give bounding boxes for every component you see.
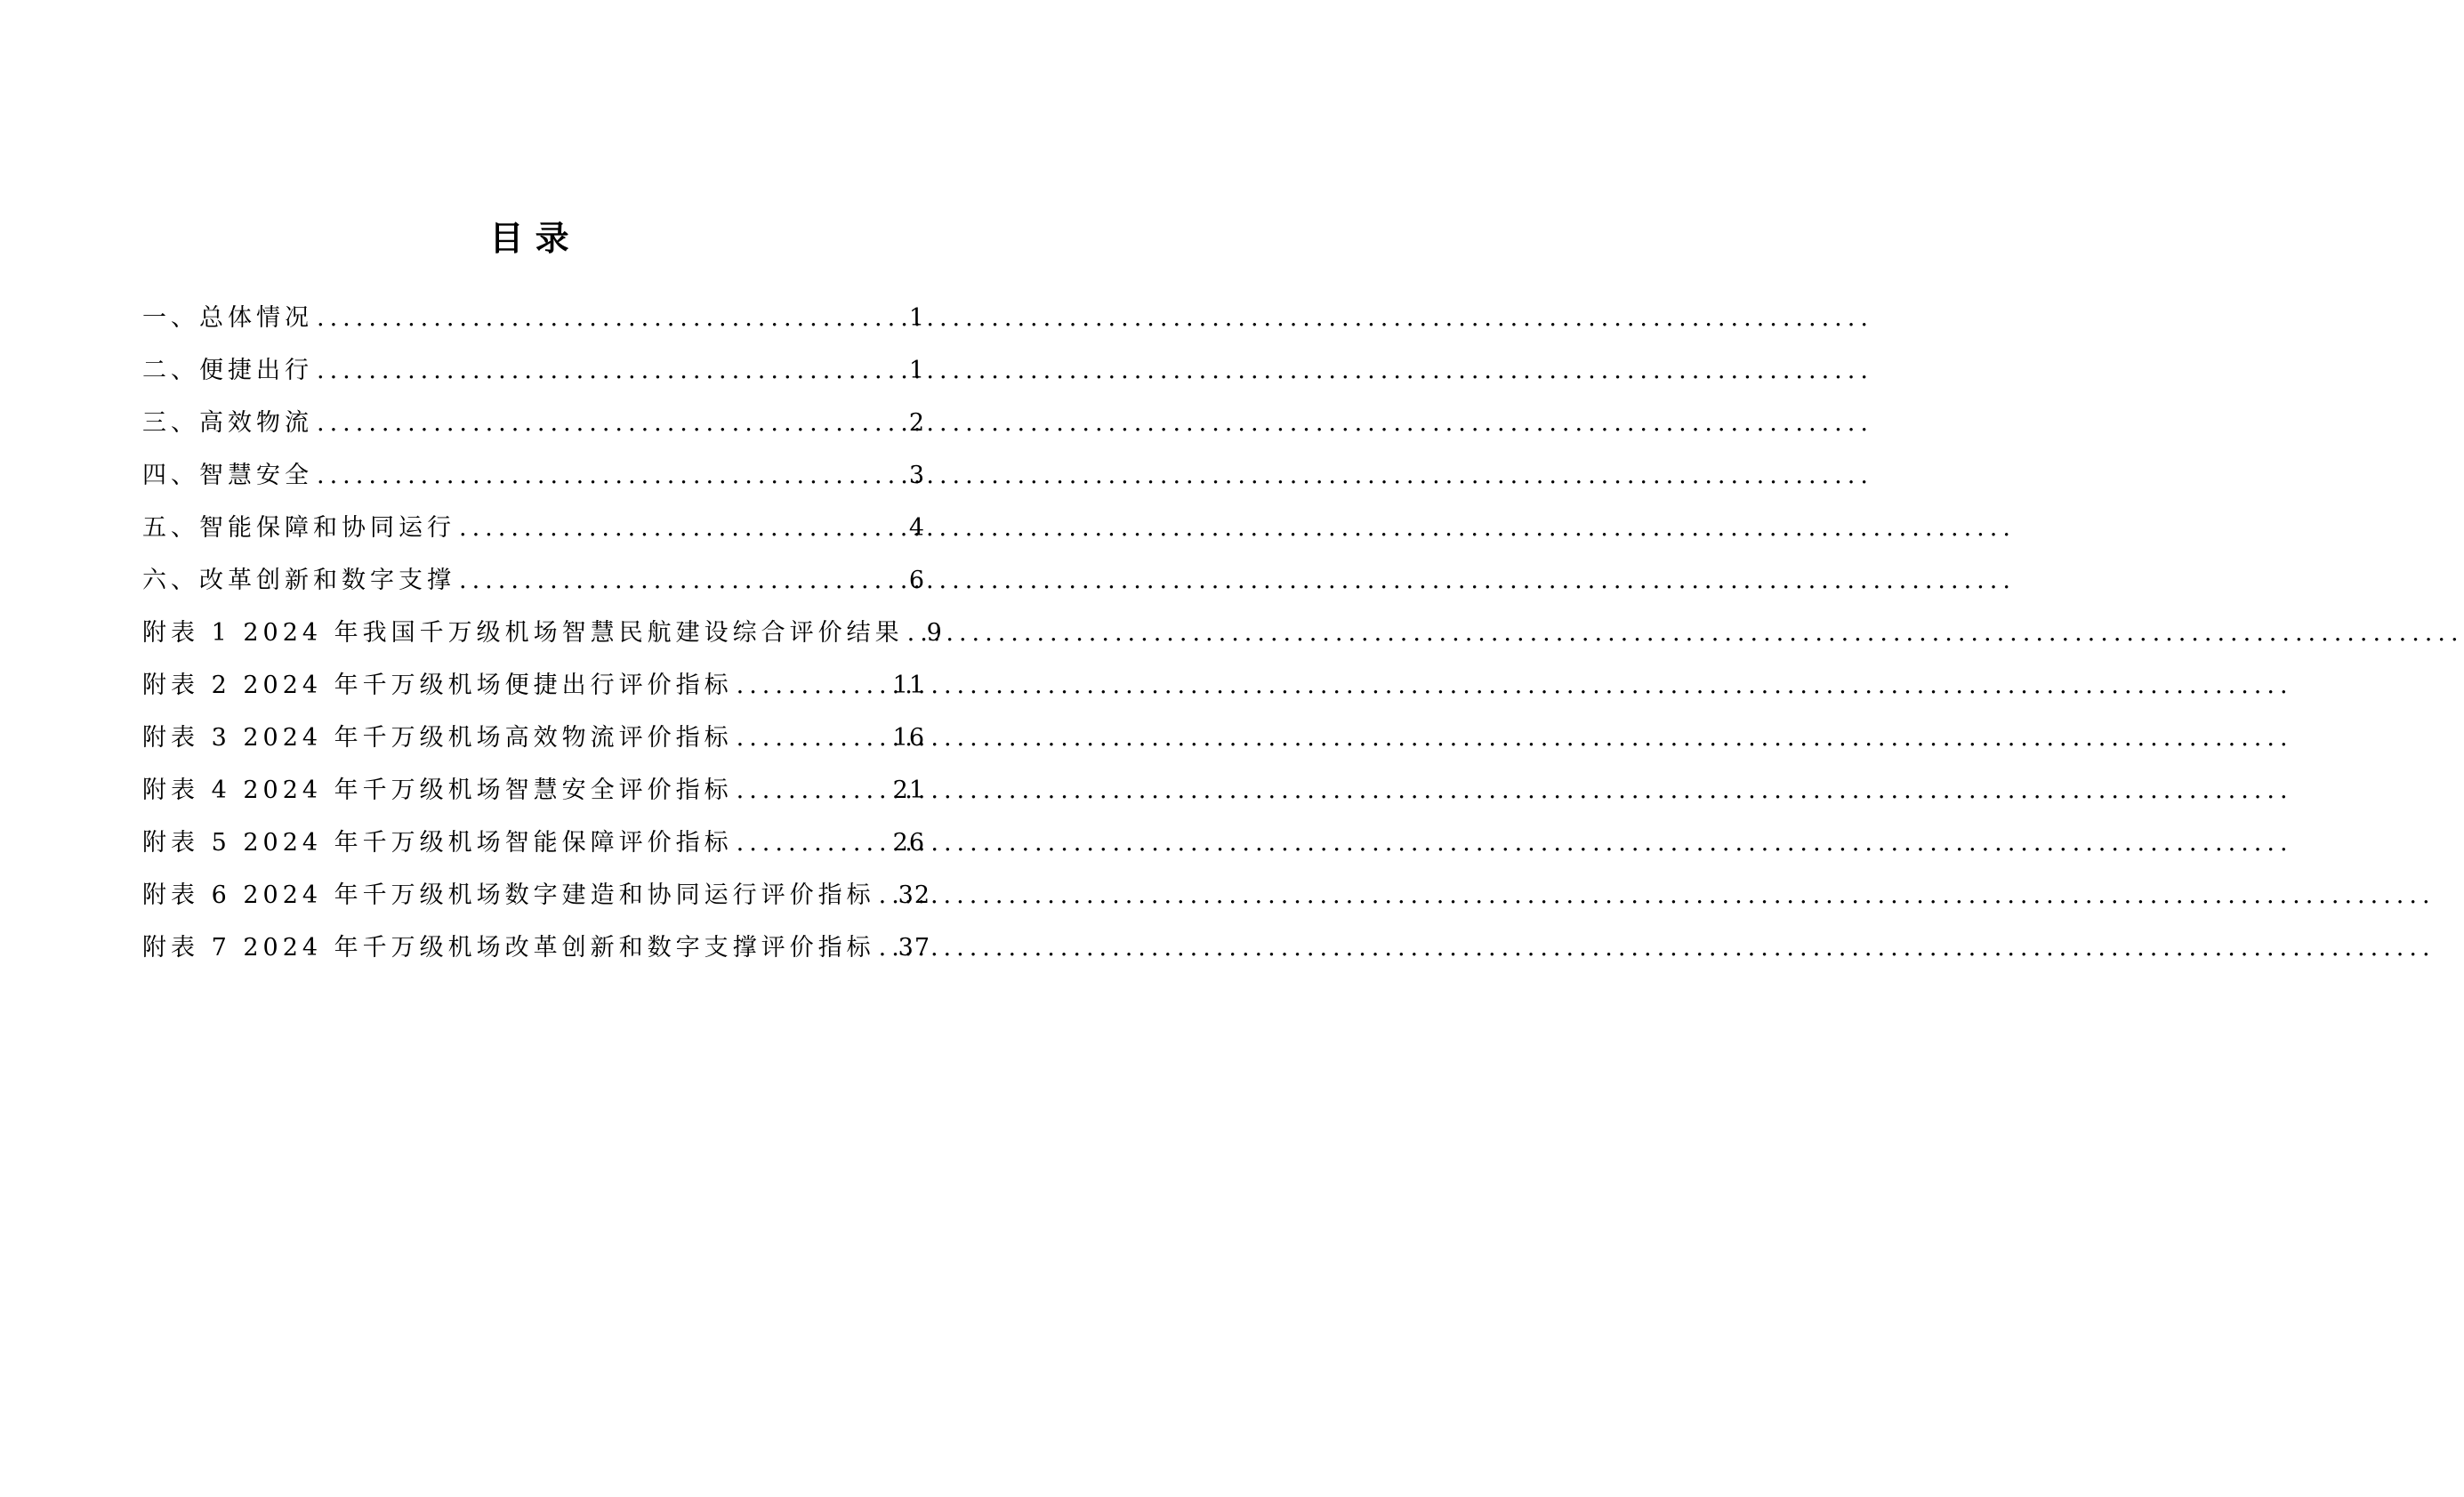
toc-page-number: 1	[908, 357, 925, 384]
toc-entry-overview[interactable]	[142, 301, 925, 353]
toc-page-number: 26	[892, 829, 925, 857]
toc-dot-leader	[455, 511, 907, 546]
toc-dot-leader	[904, 616, 925, 651]
toc-entry-label: 一、总体情况	[142, 304, 313, 332]
toc-entry-label: 附表 7 2024 年千万级机场改革创新和数字支撑评价指标	[142, 934, 875, 962]
toc-entry-label: 四、智慧安全	[142, 462, 313, 489]
toc-entry-label: 五、智能保障和协同运行	[142, 514, 455, 542]
toc-entry-label: 三、高效物流	[142, 409, 313, 437]
page-title: 目 录	[489, 219, 569, 258]
toc-page-number: 11	[892, 672, 925, 699]
toc-entry-label: 附表 6 2024 年千万级机场数字建造和协同运行评价指标	[142, 881, 875, 909]
toc-entry-label: 二、便捷出行	[142, 357, 313, 384]
toc-dot-leader	[733, 668, 891, 704]
toc-entry-smart-safety[interactable]	[142, 458, 925, 511]
toc-page-number: 9	[926, 619, 943, 647]
toc-dot-leader	[733, 825, 891, 861]
toc-page-number: 3	[908, 462, 925, 489]
toc-entry-efficient-logistics[interactable]	[142, 406, 925, 458]
toc-entry-label: 附表 3 2024 年千万级机场高效物流评价指标	[142, 724, 733, 752]
toc-page-number: 6	[908, 567, 925, 594]
toc-entry-appendix-7[interactable]	[142, 930, 930, 983]
toc-entry-label: 附表 2 2024 年千万级机场便捷出行评价指标	[142, 672, 733, 699]
toc-entry-appendix-5[interactable]	[142, 825, 925, 878]
toc-page-number: 32	[898, 881, 930, 909]
toc-entry-label: 附表 5 2024 年千万级机场智能保障评价指标	[142, 829, 733, 857]
toc-entry-reform-innovation[interactable]	[142, 563, 925, 616]
toc-dot-leader	[875, 930, 897, 966]
toc-page-number: 21	[892, 777, 925, 804]
toc-entry-appendix-1[interactable]	[142, 616, 943, 668]
toc-page-number: 1	[908, 304, 925, 332]
toc-entry-convenient-travel[interactable]	[142, 353, 925, 406]
toc-dot-leader	[313, 458, 907, 494]
toc-dot-leader	[733, 720, 891, 756]
toc-entry-appendix-2[interactable]	[142, 668, 925, 720]
toc-dot-leader	[313, 353, 907, 389]
toc-dot-leader	[455, 563, 907, 599]
toc-entry-intelligent-support[interactable]	[142, 511, 925, 563]
toc-page-number: 16	[892, 724, 925, 752]
toc-page-number: 2	[908, 409, 925, 437]
toc-entry-appendix-4[interactable]	[142, 773, 925, 825]
toc-entry-appendix-6[interactable]	[142, 878, 930, 930]
toc-entry-label: 附表 1 2024 年我国千万级机场智慧民航建设综合评价结果	[142, 619, 904, 647]
table-of-contents	[142, 301, 943, 983]
toc-page-number: 4	[908, 514, 925, 542]
toc-page-number: 37	[898, 934, 930, 962]
toc-dot-leader	[875, 878, 897, 913]
toc-dot-leader	[313, 406, 907, 441]
toc-entry-label: 六、改革创新和数字支撑	[142, 567, 455, 594]
toc-entry-appendix-3[interactable]	[142, 720, 925, 773]
toc-entry-label: 附表 4 2024 年千万级机场智慧安全评价指标	[142, 777, 733, 804]
toc-dot-leader	[313, 301, 907, 336]
toc-dot-leader	[733, 773, 891, 809]
